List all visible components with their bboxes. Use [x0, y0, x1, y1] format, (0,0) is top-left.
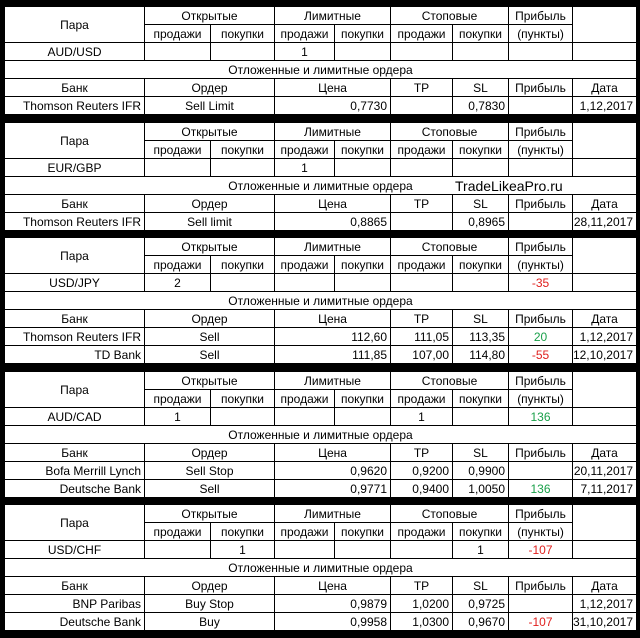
open-buy-value — [211, 159, 274, 176]
order-price: 111,85 — [275, 346, 390, 363]
bank-header: Банк — [5, 444, 144, 461]
limit-header: Лимитные — [275, 238, 390, 255]
pair-name: EUR/GBP — [5, 159, 144, 176]
order-profit — [509, 213, 572, 230]
pair-header: Пара — [5, 372, 144, 407]
stop-buy-value: 1 — [453, 541, 508, 558]
open-buy-header: покупки — [211, 256, 274, 273]
blank-cell — [573, 159, 636, 176]
pending-orders-title: Отложенные и лимитные ордера — [5, 61, 636, 78]
stop-sell-header: продажи — [391, 256, 452, 273]
pair-profit: -35 — [509, 274, 572, 291]
sl-header: SL — [453, 195, 508, 212]
sl-header: SL — [453, 310, 508, 327]
order-price: 0,9958 — [275, 613, 390, 630]
limit-buy-value — [335, 408, 390, 425]
limit-sell-header: продажи — [275, 25, 334, 42]
price-header: Цена — [275, 195, 390, 212]
order-profit — [509, 462, 572, 479]
order-sl: 0,7830 — [453, 97, 508, 114]
order-type: Sell — [145, 480, 274, 497]
points-header: (пункты) — [509, 141, 572, 158]
order-profit-header: Прибыль — [509, 444, 572, 461]
order-price: 0,9620 — [275, 462, 390, 479]
points-header: (пункты) — [509, 523, 572, 540]
order-sl: 0,8965 — [453, 213, 508, 230]
tp-header: TP — [391, 310, 452, 327]
limit-sell-value — [275, 541, 334, 558]
sl-header: SL — [453, 577, 508, 594]
stop-sell-header: продажи — [391, 141, 452, 158]
profit-header: Прибыль — [509, 7, 572, 24]
date-header: Дата — [573, 577, 636, 594]
stop-sell-value — [391, 159, 452, 176]
order-bank: TD Bank — [5, 346, 144, 363]
price-header: Цена — [275, 310, 390, 327]
order-sl: 114,80 — [453, 346, 508, 363]
order-header: Ордер — [145, 79, 274, 96]
order-profit-header: Прибыль — [509, 310, 572, 327]
stop-buy-header: покупки — [453, 25, 508, 42]
stop-sell-value — [391, 541, 452, 558]
open-sell-value: 1 — [145, 408, 210, 425]
blank-cell — [573, 505, 636, 540]
stop-sell-value — [391, 274, 452, 291]
order-tp: 111,05 — [391, 328, 452, 345]
profit-header: Прибыль — [509, 372, 572, 389]
stop-sell-value — [391, 43, 452, 60]
order-profit-header: Прибыль — [509, 577, 572, 594]
sl-header: SL — [453, 79, 508, 96]
blank-cell — [573, 372, 636, 407]
sl-header: SL — [453, 444, 508, 461]
tp-header: TP — [391, 577, 452, 594]
limit-buy-header: покупки — [335, 256, 390, 273]
bank-header: Банк — [5, 577, 144, 594]
order-price: 0,8865 — [275, 213, 390, 230]
pair-profit — [509, 159, 572, 176]
limit-sell-value — [275, 408, 334, 425]
order-bank: Bofa Merrill Lynch — [5, 462, 144, 479]
stop-sell-header: продажи — [391, 25, 452, 42]
open-buy-value — [211, 274, 274, 291]
stop-header: Стоповые — [391, 372, 508, 389]
order-sl: 0,9670 — [453, 613, 508, 630]
stop-buy-value — [453, 43, 508, 60]
order-date: 1,12,2017 — [573, 595, 636, 612]
order-date: 1,12,2017 — [573, 97, 636, 114]
tp-header: TP — [391, 444, 452, 461]
open-buy-header: покупки — [211, 141, 274, 158]
blank-cell — [573, 43, 636, 60]
stop-buy-header: покупки — [453, 256, 508, 273]
blank-cell — [573, 274, 636, 291]
bank-header: Банк — [5, 195, 144, 212]
order-price: 0,7730 — [275, 97, 390, 114]
open-sell-header: продажи — [145, 390, 210, 407]
open-sell-value — [145, 159, 210, 176]
pair-profit: 136 — [509, 408, 572, 425]
pending-orders-title: Отложенные и лимитные ордера — [5, 292, 636, 309]
limit-sell-value: 1 — [275, 159, 334, 176]
order-profit: 136 — [509, 480, 572, 497]
open-sell-header: продажи — [145, 523, 210, 540]
open-header: Открытые — [145, 7, 274, 24]
price-header: Цена — [275, 577, 390, 594]
open-header: Открытые — [145, 123, 274, 140]
blank-cell — [573, 238, 636, 273]
points-header: (пункты) — [509, 256, 572, 273]
order-tp: 107,00 — [391, 346, 452, 363]
pending-orders-title: Отложенные и лимитные ордера — [5, 426, 636, 443]
order-bank: Deutsche Bank — [5, 613, 144, 630]
profit-header: Прибыль — [509, 123, 572, 140]
price-header: Цена — [275, 444, 390, 461]
date-header: Дата — [573, 310, 636, 327]
pending-orders-title: Отложенные и лимитные ордера — [5, 559, 636, 576]
order-header: Ордер — [145, 444, 274, 461]
limit-buy-value — [335, 159, 390, 176]
order-type: Sell — [145, 346, 274, 363]
order-bank: Thomson Reuters IFR — [5, 213, 144, 230]
pair-header: Пара — [5, 238, 144, 273]
order-tp: 1,0300 — [391, 613, 452, 630]
open-buy-value — [211, 408, 274, 425]
order-date: 20,11,2017 — [573, 462, 636, 479]
bank-header: Банк — [5, 79, 144, 96]
limit-header: Лимитные — [275, 372, 390, 389]
tp-header: TP — [391, 79, 452, 96]
order-header: Ордер — [145, 310, 274, 327]
order-type: Sell Stop — [145, 462, 274, 479]
order-profit: 20 — [509, 328, 572, 345]
limit-sell-header: продажи — [275, 523, 334, 540]
order-date: 31,10,2017 — [573, 613, 636, 630]
blank-cell — [573, 7, 636, 42]
order-profit: -107 — [509, 613, 572, 630]
limit-sell-header: продажи — [275, 256, 334, 273]
stop-buy-header: покупки — [453, 523, 508, 540]
stop-sell-header: продажи — [391, 523, 452, 540]
open-sell-value — [145, 43, 210, 60]
blank-cell — [573, 408, 636, 425]
stop-buy-value — [453, 159, 508, 176]
stop-sell-value: 1 — [391, 408, 452, 425]
limit-header: Лимитные — [275, 505, 390, 522]
price-header: Цена — [275, 79, 390, 96]
stop-header: Стоповые — [391, 7, 508, 24]
open-sell-value — [145, 541, 210, 558]
open-sell-header: продажи — [145, 141, 210, 158]
order-profit-header: Прибыль — [509, 79, 572, 96]
order-tp — [391, 97, 452, 114]
open-buy-header: покупки — [211, 523, 274, 540]
open-sell-header: продажи — [145, 256, 210, 273]
limit-buy-value — [335, 43, 390, 60]
order-header: Ордер — [145, 195, 274, 212]
pair-header: Пара — [5, 505, 144, 540]
order-profit — [509, 595, 572, 612]
open-sell-header: продажи — [145, 25, 210, 42]
order-sl: 113,35 — [453, 328, 508, 345]
order-header: Ордер — [145, 577, 274, 594]
order-sl: 1,0050 — [453, 480, 508, 497]
order-sl: 0,9900 — [453, 462, 508, 479]
watermark-text: TradeLikeaPro.ru — [455, 178, 563, 194]
pair-header: Пара — [5, 123, 144, 158]
order-profit: -55 — [509, 346, 572, 363]
profit-header: Прибыль — [509, 505, 572, 522]
order-date: 12,10,2017 — [573, 346, 636, 363]
order-date: 28,11,2017 — [573, 213, 636, 230]
open-header: Открытые — [145, 238, 274, 255]
open-buy-value — [211, 43, 274, 60]
blank-cell — [573, 123, 636, 158]
stop-header: Стоповые — [391, 238, 508, 255]
pair-profit — [509, 43, 572, 60]
limit-buy-header: покупки — [335, 25, 390, 42]
order-date: 7,11,2017 — [573, 480, 636, 497]
stop-sell-header: продажи — [391, 390, 452, 407]
order-tp: 0,9200 — [391, 462, 452, 479]
order-profit — [509, 97, 572, 114]
limit-buy-value — [335, 274, 390, 291]
stop-buy-value — [453, 274, 508, 291]
limit-sell-value: 1 — [275, 43, 334, 60]
open-header: Открытые — [145, 372, 274, 389]
pair-name: USD/CHF — [5, 541, 144, 558]
order-price: 0,9879 — [275, 595, 390, 612]
stop-buy-header: покупки — [453, 390, 508, 407]
pair-name: AUD/USD — [5, 43, 144, 60]
order-price: 112,60 — [275, 328, 390, 345]
order-bank: Deutsche Bank — [5, 480, 144, 497]
points-header: (пункты) — [509, 25, 572, 42]
limit-sell-value — [275, 274, 334, 291]
limit-buy-value — [335, 541, 390, 558]
limit-sell-header: продажи — [275, 390, 334, 407]
pending-orders-title: Отложенные и лимитные ордера — [5, 177, 636, 194]
limit-buy-header: покупки — [335, 141, 390, 158]
order-tp: 1,0200 — [391, 595, 452, 612]
open-buy-value: 1 — [211, 541, 274, 558]
open-buy-header: покупки — [211, 25, 274, 42]
order-bank: Thomson Reuters IFR — [5, 328, 144, 345]
order-type: Sell — [145, 328, 274, 345]
open-header: Открытые — [145, 505, 274, 522]
order-type: Buy — [145, 613, 274, 630]
order-sl: 0,9725 — [453, 595, 508, 612]
order-type: Sell Limit — [145, 97, 274, 114]
open-sell-value: 2 — [145, 274, 210, 291]
limit-buy-header: покупки — [335, 523, 390, 540]
order-profit-header: Прибыль — [509, 195, 572, 212]
order-bank: BNP Paribas — [5, 595, 144, 612]
pair-name: AUD/CAD — [5, 408, 144, 425]
limit-buy-header: покупки — [335, 390, 390, 407]
date-header: Дата — [573, 79, 636, 96]
points-header: (пункты) — [509, 390, 572, 407]
limit-header: Лимитные — [275, 7, 390, 24]
tp-header: TP — [391, 195, 452, 212]
limit-sell-header: продажи — [275, 141, 334, 158]
open-buy-header: покупки — [211, 390, 274, 407]
order-type: Sell limit — [145, 213, 274, 230]
date-header: Дата — [573, 444, 636, 461]
stop-buy-value — [453, 408, 508, 425]
pair-header: Пара — [5, 7, 144, 42]
order-bank: Thomson Reuters IFR — [5, 97, 144, 114]
stop-header: Стоповые — [391, 505, 508, 522]
order-price: 0,9771 — [275, 480, 390, 497]
order-tp: 0,9400 — [391, 480, 452, 497]
pair-name: USD/JPY — [5, 274, 144, 291]
order-date: 1,12,2017 — [573, 328, 636, 345]
stop-buy-header: покупки — [453, 141, 508, 158]
order-type: Buy Stop — [145, 595, 274, 612]
order-tp — [391, 213, 452, 230]
pair-profit: -107 — [509, 541, 572, 558]
bank-header: Банк — [5, 310, 144, 327]
limit-header: Лимитные — [275, 123, 390, 140]
date-header: Дата — [573, 195, 636, 212]
blank-cell — [573, 541, 636, 558]
profit-header: Прибыль — [509, 238, 572, 255]
stop-header: Стоповые — [391, 123, 508, 140]
